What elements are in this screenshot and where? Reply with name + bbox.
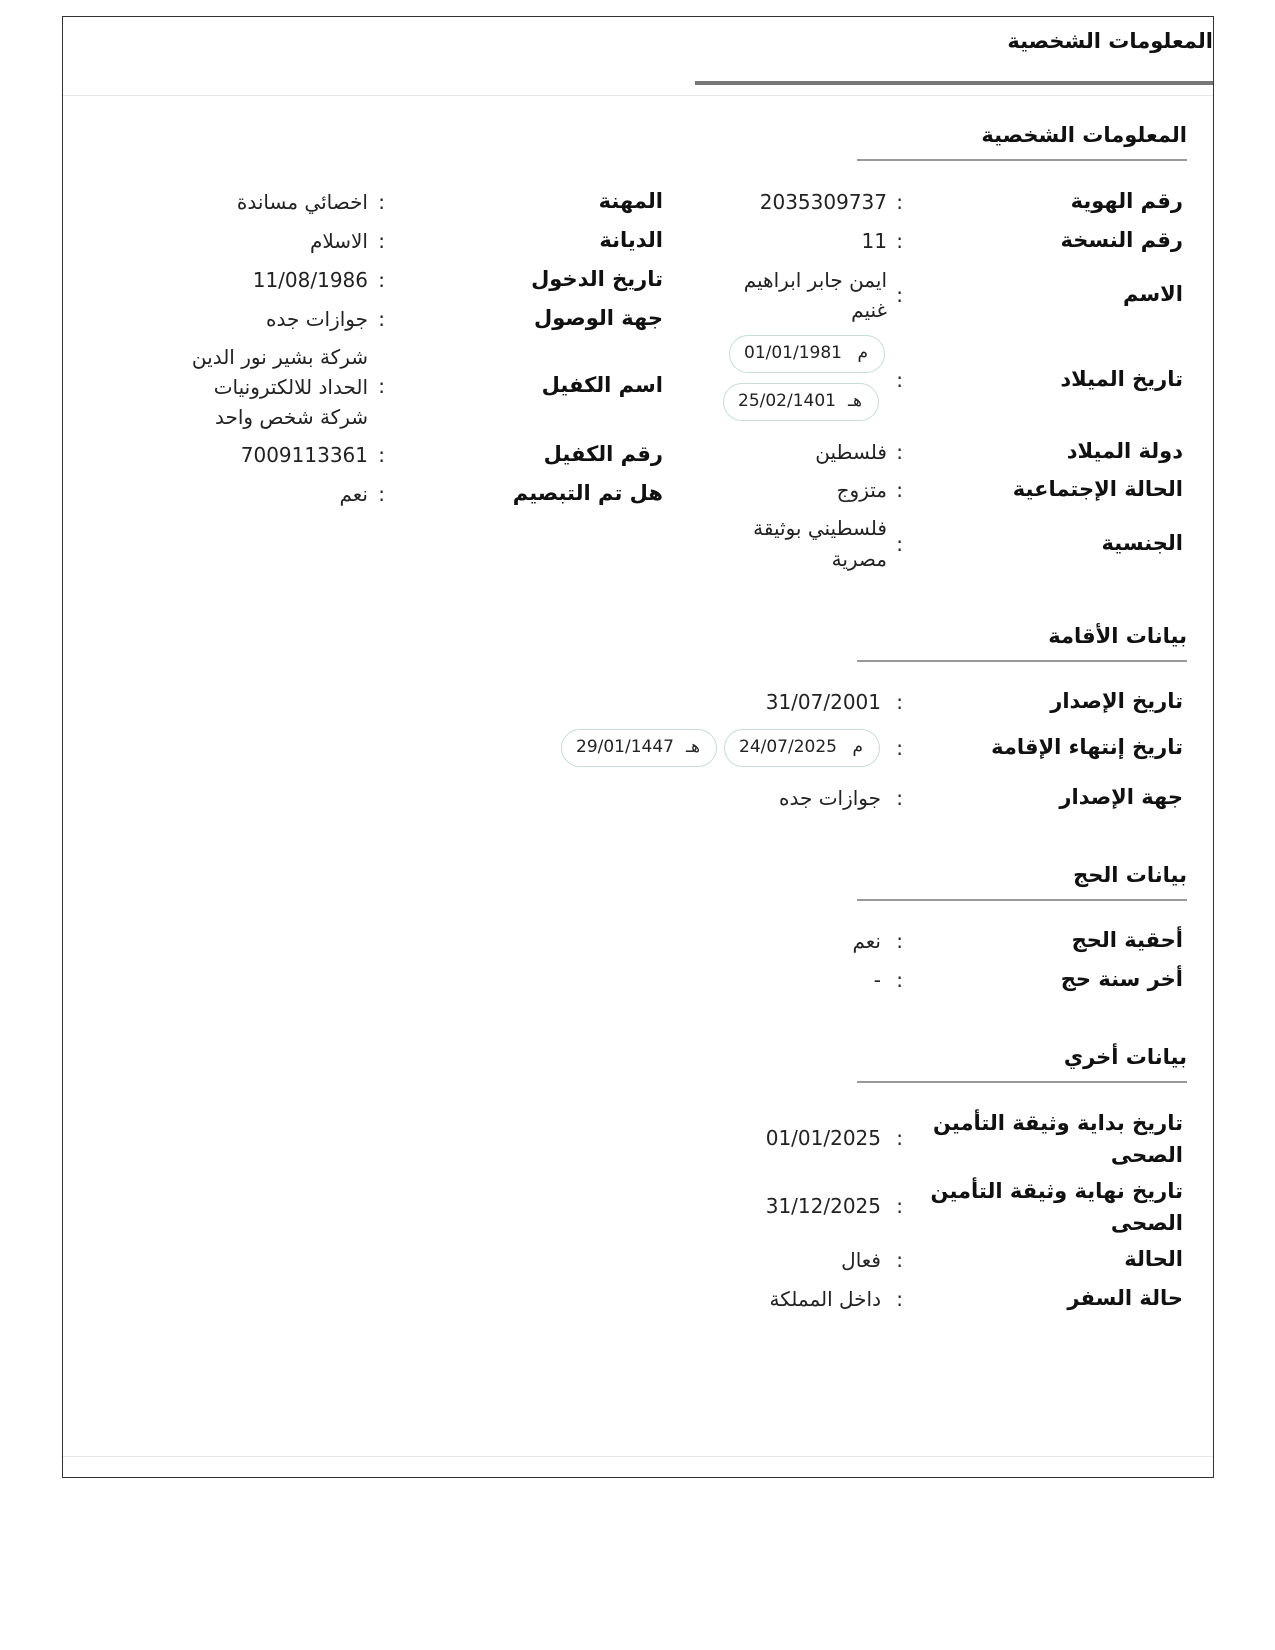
sponsor-name-value-line2: الحداد للالكترونيات [213,375,368,399]
colon: : [896,786,903,810]
fingerprinted-value: نعم [339,482,368,506]
status-value: فعال [841,1248,881,1272]
name-value-line2: غنيم [851,298,887,322]
religion-label: الديانة [599,228,663,252]
colon: : [896,532,903,556]
birth-country-value: فلسطين [815,440,887,464]
colon: : [896,190,903,214]
religion-value: الاسلام [309,229,368,253]
occupation-value: اخصائي مساندة [236,190,368,214]
birth-country-label: دولة الميلاد [1066,439,1183,463]
residence-issue-date-label: تاريخ الإصدار [1050,689,1183,713]
insurance-start-value: 01/01/2025 [765,1126,881,1150]
arrival-port-value: جوازات جده [266,307,368,331]
birth-date-gregorian-pill [729,335,885,373]
nationality-value-line1: فلسطيني بوثيقة [753,516,887,540]
colon: : [378,374,385,398]
colon: : [896,1287,903,1311]
tab-bar [63,17,1213,96]
insurance-end-label-line1: تاريخ نهاية وثيقة التأمين [930,1179,1183,1203]
travel-status-label: حالة السفر [1067,1286,1183,1310]
sponsor-number-value: 7009113361 [240,443,368,467]
colon: : [378,482,385,506]
tab-label: المعلومات الشخصية [1007,29,1213,53]
residence-expiry-label: تاريخ إنتهاء الإقامة [991,735,1183,759]
insurance-end-label-line2: الصحى [1110,1211,1183,1235]
colon: : [378,229,385,253]
id-number-value: 2035309737 [759,190,887,214]
gregorian-date: 24/07/2025 [739,737,837,757]
gregorian-date: 01/01/1981 [744,343,842,363]
section-title-text: المعلومات الشخصية [981,123,1187,147]
nationality-value-line2: مصرية [831,547,887,571]
colon: : [896,283,903,307]
residence-issue-date-value: 31/07/2001 [765,690,881,714]
residence-issue-place-label: جهة الإصدار [1059,785,1183,809]
id-number-label: رقم الهوية [1070,189,1183,213]
birth-date-label: تاريخ الميلاد [1060,367,1183,391]
hijri-date: 29/01/1447 [576,737,674,757]
colon: : [378,443,385,467]
hijri-date: 25/02/1401 [738,391,836,411]
hijri-era: هـ [686,737,700,757]
colon: : [896,968,903,992]
arrival-port-label: جهة الوصول [534,306,663,330]
colon: : [378,190,385,214]
gregorian-era: م [852,737,863,757]
colon: : [896,690,903,714]
sponsor-number-label: رقم الكفيل [543,442,663,466]
entry-date-label: تاريخ الدخول [531,267,663,291]
status-label: الحالة [1124,1247,1183,1271]
marital-status-label: الحالة الإجتماعية [1012,477,1183,501]
sponsor-name-value-line1: شركة بشير نور الدين [191,345,368,369]
colon: : [896,440,903,464]
hajj-last-year-label: أخر سنة حج [1060,967,1183,991]
section-title-text: بيانات الأقامة [1048,624,1187,648]
fingerprinted-label: هل تم التبصيم [512,481,663,505]
colon: : [378,268,385,292]
residence-issue-place-value: جوازات جده [779,786,881,810]
hijri-era: هـ [848,391,862,411]
section-title-text: بيانات أخري [1063,1045,1187,1069]
colon: : [896,368,903,392]
residence-expiry-hijri-pill [561,729,717,767]
occupation-label: المهنة [598,189,663,213]
copy-number-value: 11 [861,229,887,253]
birth-date-hijri-pill [723,383,879,421]
colon: : [896,736,903,760]
section-title-text: بيانات الحج [1073,863,1187,887]
residence-expiry-gregorian-pill [724,729,880,767]
name-value-line1: ايمن جابر ابراهيم [743,268,887,292]
insurance-start-label-line1: تاريخ بداية وثيقة التأمين [932,1111,1183,1135]
hajj-eligibility-label: أحقية الحج [1071,928,1183,952]
colon: : [378,307,385,331]
colon: : [896,478,903,502]
entry-date-value: 11/08/1986 [252,268,368,292]
tab-personal-info[interactable] [695,29,1213,85]
gregorian-era: م [857,343,868,363]
nationality-label: الجنسية [1101,531,1183,555]
sponsor-name-label: اسم الكفيل [541,373,663,397]
hajj-eligibility-value: نعم [852,929,881,953]
personal-info-panel [62,16,1214,1478]
hajj-last-year-value: - [873,968,881,992]
section-title-other [857,1045,1187,1083]
colon: : [896,229,903,253]
colon: : [896,929,903,953]
section-title-personal [857,123,1187,161]
colon: : [896,1194,903,1218]
name-label: الاسم [1123,282,1183,306]
insurance-end-value: 31/12/2025 [765,1194,881,1218]
travel-status-value: داخل المملكة [769,1287,881,1311]
section-title-residence [857,624,1187,662]
marital-status-value: متزوج [836,478,887,502]
colon: : [896,1126,903,1150]
section-title-hajj [857,863,1187,901]
footer-divider [63,1456,1213,1457]
copy-number-label: رقم النسخة [1060,228,1183,252]
insurance-start-label-line2: الصحى [1110,1143,1183,1167]
sponsor-name-value-line3: شركة شخص واحد [215,405,368,429]
colon: : [896,1248,903,1272]
